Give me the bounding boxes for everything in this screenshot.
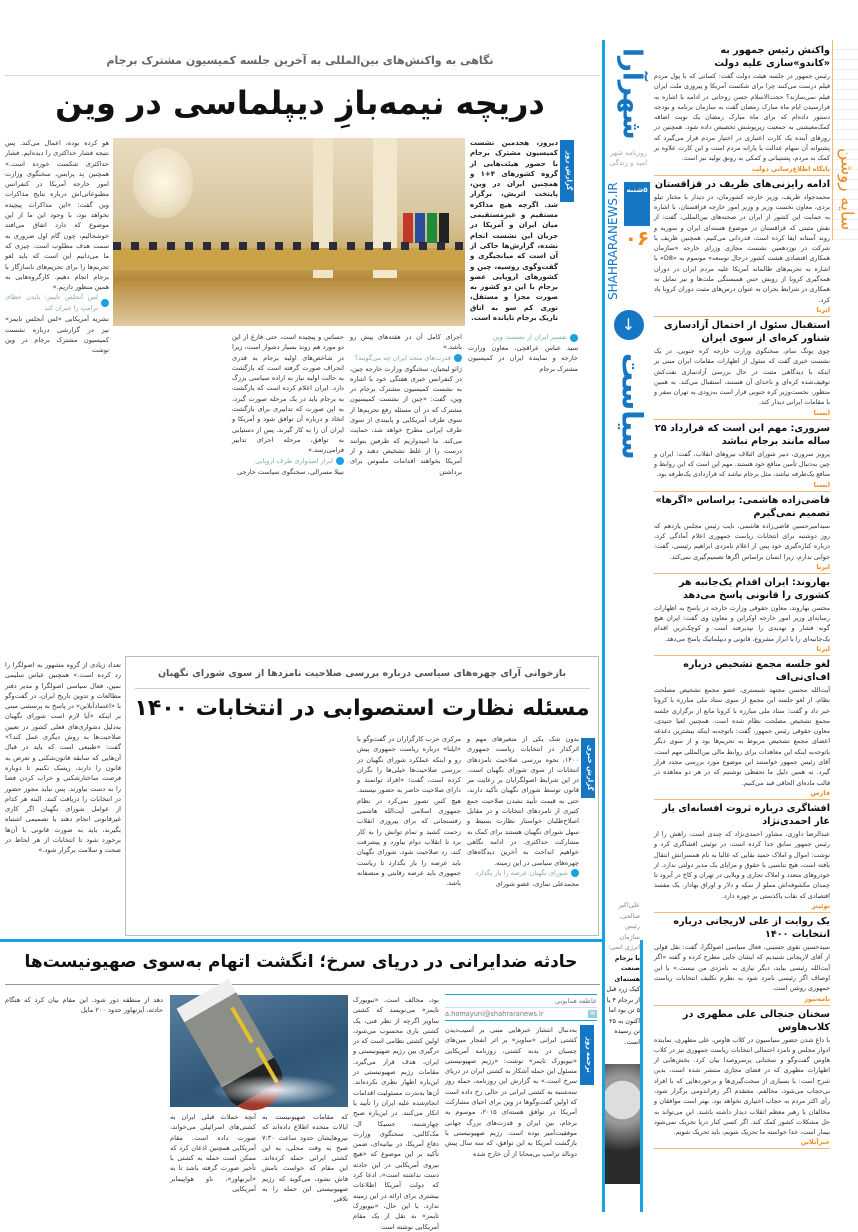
masthead xyxy=(602,40,652,940)
story1-column-left: هو کرده بوده، اعمال می‌کند. پس نتیجه فشار حداکثری را دیده‌ایم. فشار حداکثری شکست خورده است.» همچنین نِد پرایس، سخنگوی وزارت امور خارجه آمریکا در کنفرانس مطبوعاتی‌اش درباره نتایج مذاکرات وین گفت: «این مذاکرات پیچیده نخواهد بود، با وجود این ما از این موضوع که دارد اتفاق می‌افتد خوشحالیم، چون گام اول ضروری به سمت هدف مطلوب است. چیزی که ما می‌دانیم این است که باید لغو تحریم‌ها را برای تحریم‌های ناسازگار با برجام انجام دهیم. کارگروه‌هایی به همین منظور داریم.» لس آنجلس تایمز: بایدن خطای ترامپ را جبران کند نشریه آمریکایی «لس آنجلس تایمز» نیز در گزارشی درباره نشست کمیسیون مشترک برجام در وین نوشت xyxy=(5,139,109,355)
news-brief[interactable] xyxy=(654,420,830,492)
author-box xyxy=(445,994,597,1021)
story2-headline[interactable]: مسئله نظارت استصوابی در انتخابات ۱۴۰۰ xyxy=(134,696,590,721)
section-title: سیاست xyxy=(615,352,649,460)
story2-column: بدون شک یکی از متغیرهای مهم و اثرگذار در انتخابات ریاست جمهوری ۱۴۰۰، نحوه بررسی صلاحیت نامزدهای انتخابات از سوی شورای نگهبان است. در این شرایط اصولگرایان بر رعایت مر قانون توسط شورای نگهبان تأکید دارند، حتی به قیمت تأیید نشدن صلاحیت جمع کثیری از نامزدهای انتخابات و در مقابل اصلاح‌طلبان خواستار نظارت بسیط و سهل شورای نگهبان هستند برای کمک به مشارکت حداکثری. در ادامه نگاهی خواهیم انداخت به آخرین دیدگاه‌های چهره‌های سیاسی در این زمینه. شورای نگهبان عرصه را باز بگذارد محمدعلی نمازی، عضو شورای xyxy=(467,735,579,888)
story3-column: که مقامات صهیونیست به ایالات متحده اطلاع داده‌اند که نیروهایشان حدود ساعت ۷:۳۰ صبح به وقت محلی، به این کشتی ایرانی حمله کرده‌اند. این مقام که خواست نامش فاش نشود، می‌گوید که رژیم صهیونیستی این حمله را به تلافی xyxy=(262,1113,348,1204)
story3-column: به‌دنبال انتشار خبرهایی مبنی بر آسیب‌دیدن کشتی ایرانی «ساویز» بر اثر انفجار مین‌های چسبان در بدنه کشتی، روزنامه آمریکایی «نیویورک تایمز» نوشت: «رژیم صهیونیستی مسئول این حمله آشکار به کشتی ایران در دریای سرخ است.» به گزارش این روزنامه، حمله روز سه‌شنبه به کشتی ایرانی در حالی رخ داده است که اولین گفت‌وگوها در وین برای احیای مشارکت آمریکا در توافق هسته‌ای ۲۰۱۵، موسوم به برجام، بین ایران و قدرت‌های بزرگ جهانی موفقیت‌آمیز بوده است. رژیم صهیونیستی با بازگشت آمریکا به این توافق، که سه سال پیش دونالد ترامپ بی‌محابا از آن خارج شده xyxy=(445,1026,577,1158)
story3-column: دهد از منطقه دور شود. این مقام بیان کرد که هنگام حادثه، آیزنهاور حدود ۲۰۰ مایل xyxy=(5,996,163,1015)
brief-title: افشاگری درباره ثروت افسانه‌ای یار غار احمدی‌نژاد xyxy=(662,802,830,827)
bullet-icon xyxy=(570,334,578,342)
brief-source: ایرنا xyxy=(816,562,830,571)
brief-title: ادامه رایزنی‌های ظریف در قزاقستان xyxy=(654,178,830,190)
quote-box xyxy=(605,900,640,1200)
news-brief[interactable] xyxy=(654,492,830,574)
brief-title: بهاروند: ایران اقدام یک‌جانبه هر کشوری را قانونی پاسخ می‌دهد xyxy=(678,576,830,601)
brief-source: ایرنا xyxy=(816,644,830,653)
brief-source: نامه‌نیوز xyxy=(804,994,830,1003)
story1-photo xyxy=(113,138,465,326)
story3-column: بود، مخالف است. «نیویورک تایمز» می‌نویسد که کشتی ساویز اگرچه از نظر فنی، یک کشتی باری محسوب می‌شود، اولین کشتی نظامی است که در درگیری بین رژیم صهیونیستی و ایران، هدف قرار می‌گیرد. مقامات رژیم صهیونیستی در این‌باره اظهار نظری نکرده‌اند. آن‌ها به‌ندرت مسئولیت اقدامات انجام‌شده علیه ایران را تأیید یا انکار می‌کنند. در این‌باره صبح چهارشنبه، جسیکا ال. مک‌کالتی، سخنگوی وزارت دفاع آمریکا، در بیانیه‌ای، ضمن تأکید بر این موضوع که «هیچ نیروی آمریکایی در این حادثه دست نداشته است»، ادعا کرد که دولت آمریکا اطلاعات بیشتری برای ارائه در این زمینه ندارد. با این حال، «نیویورک تایمز» به نقل از یک مقام آمریکایی نوشته است xyxy=(353,996,439,1231)
bullet-icon xyxy=(101,299,109,307)
news-brief[interactable] xyxy=(654,176,830,317)
brief-title: لغو جلسه مجمع تشخیص درباره اف‌ای‌تی‌اف xyxy=(683,658,830,683)
brief-body: چوی یونگ سام، سخنگوی وزارت خارجه کره جنوبی، در یک نشست خبری گفت که سئول از اظهارات مقامات ایران مبنی بر اینکه با دیدگاهی مثبت در حال بررسی آزادسازی نفت‌کش توقیف‌شده کره‌ای و ناخدای آن هستند، استقبال می‌کند. به همین منظور، نخست‌وزیر کره جنوبی قرار است به‌زودی به تهران سفر و با مقامات ایرانی دیدار کند. xyxy=(654,346,830,407)
author-name: عاطفه همایونی xyxy=(445,994,597,1008)
author-email[interactable]: a.homayuni@shahraranews.ir xyxy=(445,1010,544,1018)
ship-photo xyxy=(170,995,348,1107)
story1-column: تفسیر ایران از نشست وین سید عباس عراقچی، معاون وزارت خارجه و نماینده ایران در کمیسیون مشترک برجام xyxy=(468,333,578,373)
brief-body: سیدحسین نقوی حسینی، فعال سیاسی اصولگرا، گفت: نقل قولی از آقای لاریجانی شنیدیم که ایشان جایی مطرح کرده و گفته «اگر آیت‌الله رئیسی بیاید، دیگر نیازی به نامزدی من نیست.» با این اوصاف اگر رئیسی نامزد شود به نظرم تکلیف انتخابات ریاست جمهوری روشن است. xyxy=(654,943,830,993)
brief-title: واکنش رئیس جمهور به «کاندو»سازی علیه دولت xyxy=(714,45,830,69)
section-label: گزارش خبری xyxy=(581,738,595,798)
story2-column: مرکزی حزب کارگزاران در گفت‌وگو با «ایلنا» درباره ریاست جمهوری پیش رو و اینکه عملکرد شورای نگهبان در بررسی صلاحیت‌ها خیلی‌ها را نگران کرده است، گفت: «افراد توانمند و دارای صلاحیت حاضر به حضور نیستند. هیچ کس تصور نمی‌کرد در نظام جمهوری اسلامی آیت‌الله هاشمی رفسنجانی که برای پیروزی انقلاب زحمت کشید و تمام توانش را به کار برد تا انقلاب دوام بیاورد و پیشرفت کند، رد صلاحیت شود. شورای نگهبان باید عرصه را باز بگذارد تا ریاست جمهوری باید عرصه رقابتی و منصفانه باشد. xyxy=(357,735,461,888)
section-label: گزارش روز xyxy=(560,140,574,202)
brief-source: توئیتر xyxy=(811,902,830,911)
subhead: لس آنجلس تایمز: بایدن خطای ترامپ را جبران کند xyxy=(5,292,109,314)
story1-column: حساس و پیچیده است، حتی فارغ از این دو مورد هم روند بسیار دشوار است، زیرا در شاخص‌های اولیه برجام به قدری انحراف صورت گرفته است که بازگشت به حالت اولیه نیاز به اراده سیاسی بزرگ دارد. ایران اعلام کرده است که بازگشت به برجام باید در یک مرحله صورت گیرد، به این صورت که تدابیری برای بازگشت اتخاذ و درباره آن توافق شود و آمریکا و ایران آن را به کار گیرند. پس از دستیابی به توافق، مرحله اجرای تدابیر فرامی‌رسد.» ابراز امیدواری طرف اروپایی نبیلا مسرالی، سخنگوی سیاست خارجی xyxy=(232,333,344,476)
story1-subtitle: نگاهی به واکنش‌های بین‌المللی به آخرین جلسه کمیسیون مشترک برجام xyxy=(106,54,494,67)
portrait-photo xyxy=(605,1064,640,1184)
brief-title: یک روایت از علی لاریجانی درباره انتخابات ۱۴۰۰ xyxy=(673,916,830,941)
brief-title: سخنان جنجالی علی مطهری در کلاب‌هاوس xyxy=(682,1008,830,1033)
news-sidebar xyxy=(654,42,830,1149)
news-brief[interactable] xyxy=(654,800,830,913)
story1-headline[interactable]: دریچه نیمه‌بازِ دیپلماسی در وین xyxy=(55,84,545,122)
news-brief[interactable] xyxy=(654,656,830,800)
news-brief[interactable] xyxy=(654,574,830,656)
brief-source: خبرآنلاین xyxy=(800,1138,830,1147)
section-label: ترجمه روز xyxy=(580,1025,594,1085)
brief-title: سروری: مهم این است که قرارداد ۲۵ ساله مانند برجام نباشد xyxy=(654,422,830,447)
quote-caption: علی‌اکبر صالحی، رئیس سازمان انرژی اتمی: xyxy=(608,901,640,951)
brief-source: ایرنا xyxy=(816,305,830,314)
brief-source: پایگاه اطلاع‌رسانی دولت xyxy=(752,164,830,173)
story2-column-outside: تعداد زیادی از گروه مشهور به اصولگرا را رد کرده است.» همچنین عباس سلیمی نمین، فعال سیاسی اصولگرا و مدیر دفتر مطالعات و تدوین تاریخ ایران، در گفت‌وگو با «اعتمادآنلاین» در پاسخ به پرسشی مبنی بر اینکه «آیا لازم است شورای نگهبان به‌دلیل دشواری‌های فعلی کشور در تعیین صلاحیت‌ها به روش دیگری عمل کند؟» گفت: «طبیعی است که باید در قبال آن‌هایی که سابقه قانون‌شکنی و تعرض به قانون را دارند، ریسک نکنیم تا دوباره فرصت ساختارشکنی و خراب کردن فضا را به دست نیاورند. پس نباید مجوز حضور در انتخابات را دریافت کنند. البته هر کدام از عوامل شورای نگهبان اگر کاری غیرقانونی انجام دهند یا تصمیمی اشتباه بگیرند، باید به صورت قانونی با آن‌ها برخورد شود تا انتخابات از هر لحاظ در صحت و سلامت برگزار شود.» xyxy=(5,661,121,855)
page-number: ۰۶ xyxy=(624,226,650,250)
website: SHAHRARANEWS.IR xyxy=(606,182,620,300)
divider-line xyxy=(135,688,590,689)
subhead: تفسیر ایران از نشست وین xyxy=(468,332,578,343)
story3-headline[interactable]: حادثه ضدایرانی در دریای سرخ؛ انگشت اتهام به‌سوی صهیونیست‌ها xyxy=(24,952,578,972)
story2-subtitle: بازخوانی آرای چهره‌های سیاسی درباره بررسی صلاحیت نامزدها از سوی شورای نگهبان xyxy=(157,668,567,679)
brief-body: عبدالرضا داوری، مشاور احمدی‌نژاد که چندی است، راهش را از رئیس جمهور سابق جدا کرده است، در توئیتی افشاگری کرد و نوشت: اموال و املاک حمید بقایی که غالبا به نام همسرانش انتقال یافته است، هیچ تناسبی با حقوق و مزایای یک مدیر دولتی ندارد. از خودروهای متعدد و املاک تجاری و ویلایی در تهران و کاخ در آبرود تا چمدان مکشوفه‌اش مملو از سکه و دلار و اوراق بهادار. یک مفسد اقتصادی که نقاب پاکدستی بر چهره دارد. xyxy=(654,829,830,900)
brief-source: ایسنا xyxy=(813,480,830,489)
subhead: شورای نگهبان عرصه را باز بگذارد xyxy=(467,868,579,879)
brief-body: با داغ شدن حضور سیاسیون در کلاب هاوس، علی مطهری، نماینده ادوار مجلس و نامزد احتمالی انتخابات ریاست جمهوری نیز در کلاب هاوس گفت‌وگو و سخنانی پرسروصدا بیان کرد. بخش‌هایی از اظهارات مطهری که در فضای مجازی منتشر شده است، بدین شرح است: با بسیاری از سخت‌گیری‌ها و برخوردهایی که با افراد بی‌حجاب می‌شود، مخالفم. معتقدم اگر رفراندومی برگزار شود، رأی اکثر مردم به حجاب اختیاری نخواهد بود. بهتر است موافقان و مخالفان با رهبر معظم انقلاب دیدار داشته باشند. این می‌تواند به حل مشکلات کشور کمک کند. اگر کسی کنار دریا تحریک نمی‌شود بیمار است، خدا خواسته ما تحریک شویم، باید تحریک شویم. xyxy=(654,1035,830,1137)
story1-lead: دیروز، هجدمین نشست کمیسیون مشترک برجام با حضور هیئت‌هایی از گروه کشورهای ۴+۱ و همچنین ایران در وین، پایتخت اتریش، برگزار شد. اگرچه هیچ مذاکره مستقیم و غیرمستقیمی میان ایران و آمریکا در جریان این نشست انجام نشده، گزارش‌ها حاکی از آن است که میانجیگری و گفت‌وگوی روسیه، چین و کشورهای اروپایی عضو برجام با این دو کشور به صورت مجزا و مستقل، نوری کم سو به اتاق تاریک برجام تابانده است. xyxy=(470,139,559,323)
bullet-icon xyxy=(336,457,344,465)
news-brief[interactable] xyxy=(654,42,830,176)
column-label-area xyxy=(832,40,858,240)
logo: شهرآرا xyxy=(616,48,647,140)
quote-bold: با برجام صنعت هسته‌ای xyxy=(614,953,640,983)
divider-line xyxy=(5,75,600,76)
brief-body: محمدجواد ظریف، وزیر خارجه کشورمان، در دیدار با مختار تیلو بردی، معاون نخست وزیر و وزیر امور خارجه قزاقستان، با اشاره به حمایت این کشور از ایران در صحنه‌های بین‌المللی، گفت: از نقش مثبتی که قزاقستان در موضوع هسته‌ای ایران و سوریه و روند آستانه ایفا کرده است، قدردانی می‌کنیم. همچنین ظریف با شرکت در نوزدهمین نشست مجازی وزرای خارجه «سازمان همکاری اقتصادی هشت کشور درحال توسعه» موسوم به «D8» با اشاره به تحریم‌های ظالمانه آمریکا علیه مردم ایران در دوران همه‌گیری کرونا از رویش حس همبستگی ملت‌ها و نیز تمایل به همکاری در شرایط بحران به عنوان درس‌های مثبت دوران کرونا یاد کرد. xyxy=(654,192,830,304)
day: ۵شنبه xyxy=(626,186,648,194)
arrow-down-circle-icon: ↓ xyxy=(614,310,644,340)
bullet-icon xyxy=(571,869,579,877)
news-brief[interactable] xyxy=(654,1006,830,1150)
news-brief[interactable] xyxy=(654,317,830,420)
brief-body: سیدامیرحسین قاضی‌زاده هاشمی، نایب رئیس مجلس یازدهم که روز دوشنبه برای انتخابات ریاست جمهوری اعلام آمادگی کرد، درباره کناره‌گیری خود پس از اعلام نامزدی ابراهیم رئیسی، گفت: جوابی ندارم، زیرا انسان براساس اگرها تصمیم‌گیری نمی‌کند. xyxy=(654,521,830,561)
bullet-icon xyxy=(454,354,462,362)
brief-source: ایسنا xyxy=(813,408,830,417)
divider-line xyxy=(5,984,600,985)
subhead: قدرت‌های متحد ایران چه می‌گویند؟ xyxy=(350,353,462,364)
brief-body: آیت‌الله محسن مجتهد شبستری، عضو مجمع تشخیص مصلحت نظام، از لغو جلسه این مجمع از سوی ستاد ملی مبارزه با کرونا خبر داد و گفت: ستاد ملی مبارزه با کرونا مانع از برگزاری جلسه مجمع تشخیص مصلحت نظام شده است. همچنین لعیا جنیدی، معاون حقوقی رئیس جمهور، گفت: باتوجه‌به اینکه بیشترین دغدغه اعضای مجمع تشخیص مربوط به تحریم‌ها بود و از سوی دیگر باتوجه‌به اینکه این معاهدات برای روابط مالی بین‌المللی مهم است، آقای رئیس جمهور خواستند این موضوع مورد بررسی مجدد قرار گیرد. به همین دلیل ما تحفظی نوشتیم که در هر دو معاهده در قالب ماده‌ای الحاقی قید می‌کنیم. xyxy=(654,685,830,787)
tagline: روزنامه شهر امید و زندگی xyxy=(609,149,648,167)
brief-body: رئیس جمهور در جلسه هیئت دولت گفت: کسانی که با پول مردم فیلم درست می‌کنند چرا برای شکست آمریکا و پیروزی ملت ایران فیلم نمی‌سازند؟ حجت‌الاسلام حسن روحانی در ادامه با اشاره به فرارسیدن ایام ماه مبارک رمضان گفت به سازمان برنامه و بودجه دستور داده‌ام که برای ماه مبارک رمضان یک نوبت اضافه کمک‌معیشتی به جمعیت زیرپوشش تخصیص داده شود. همچنین در روزهای آینده یک کارت اعتباری در اختیار مردم قرار می‌گیرد که پشتوانه آن سهام عدالت یا یارانه مردم است و این کارت علاوه بر کمک به مردم، پشتیبانی و کمکی به رونق تولید نیز است. xyxy=(654,72,830,163)
envelope-icon: ✉ xyxy=(589,1010,595,1017)
brief-body: محسن بهاروند، معاون حقوقی وزارت خارجه در پاسخ به اظهارات رسانه‌ای وزیر امور خارجه اوکراین و معاون وی گفت: ایران هیچ گونه فشار و تهدیدی را نپذیرفته است و کوچک‌ترین اقدام یک‌جانبه‌ای را با ابزار مشروع، قانونی و دیپلماتیک پاسخ می‌دهد. xyxy=(654,603,830,643)
story1-column: اجرای کامل آن در هفته‌های پیش رو باشد.» قدرت‌های متحد ایران چه می‌گویند؟ ژائو لیجیان، سخنگوی وزارت خارجه چین، در کنفرانس خبری هفتگی خود با اشاره به نشست کمیسیون مشترک برجام در وین، گفت: «چین از نشست کمیسیون مشترک که در آن مسئله رفع تحریم‌ها از سوی طرف آمریکایی و پایبندی از سوی طرف ایرانی مطرح خواهد شد، حمایت می‌کند. ما امیدواریم که طرفین بتوانند درست را از غلط تشخیص دهند و از آمریکا بخواهند اقدامات ملموس برای برداشتن xyxy=(350,333,462,476)
column-label: سایه روشن xyxy=(836,147,857,230)
divider-line xyxy=(640,940,643,1212)
news-brief[interactable] xyxy=(654,913,830,1005)
subhead: ابراز امیدواری طرف اروپایی xyxy=(232,456,344,467)
date-box xyxy=(624,182,650,226)
brief-title: استقبال سئول از احتمال آزادسازی شناور کره‌ای از سوی ایران xyxy=(663,319,830,344)
section-divider xyxy=(0,939,602,942)
brief-source: فارس xyxy=(810,788,830,797)
brief-body: پرویز سروری، دبیر شورای ائتلاف نیروهای انقلاب، گفت: ایران و چین به‌دنبال تأمین منافع خود هستند. مهم این است که این روابط و منافع یک‌طرفه نباشد، مثل برجام نباشد که قراردادی یک‌طرفه بود. xyxy=(654,449,830,479)
brief-title: قاضی‌زاده هاشمی: براساس «اگرها» تصمیم نمی‌گیرم xyxy=(655,494,830,519)
quote-text: کیک زرد قبل از برجام ۴ یا ۵ تن بود اما اکنون به ۲۵ تن رسیده است. xyxy=(606,985,640,1046)
story3-column: آنچه حملات قبلی ایران به کشتی‌های اسرائیلی می‌خواند، صورت داده است. مقام آمریکایی همچنین اذعان کرد که ممکن است حمله به کشتی با تأخیر صورت گرفته باشد تا به «آیزنهاور»، ناو هواپیمابر آمریکایی xyxy=(170,1113,256,1194)
